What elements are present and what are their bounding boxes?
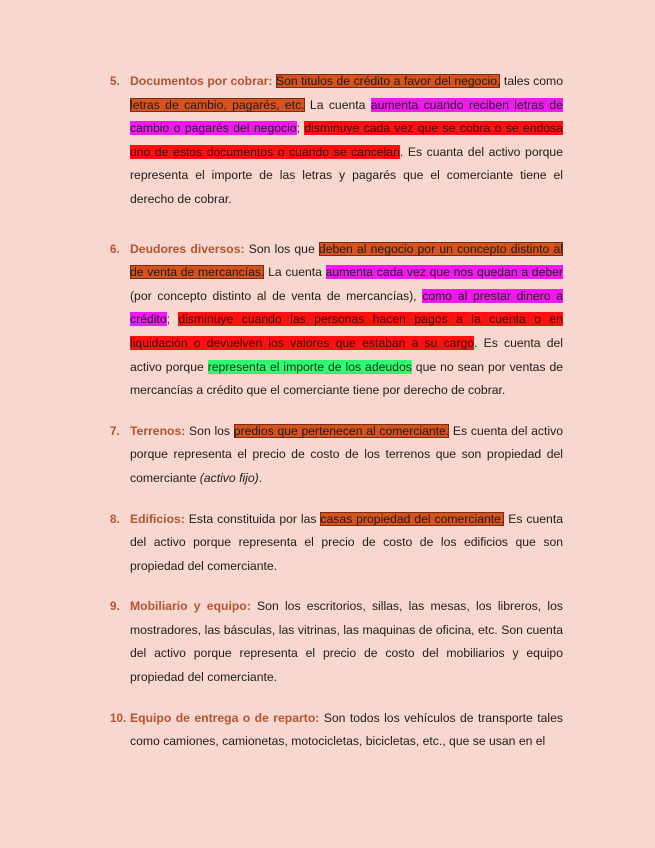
item-number: 6.	[110, 242, 120, 256]
text-segment: Son todos los vehículos de transporte tales como camiones, camionetas, motocicletas, bicicletas, etc., que se usan en el	[130, 710, 563, 749]
item-term: Deudores diversos:	[130, 241, 245, 256]
item-term: Documentos por cobrar:	[130, 74, 273, 88]
highlight-increase: aumenta cada vez que nos quedan a deber	[325, 265, 563, 280]
highlight-decrease: disminuye cuando las personas hacen pagos a la cuenta o en liquidación o devuelven los valores que estaban a su cargo	[130, 312, 563, 350]
item-number: 8.	[110, 512, 120, 526]
text-segment: tales como	[500, 74, 563, 88]
text-segment: Son los escritorios, sillas, las mesas, los libreros, los mostradores, las básculas, las vitrinas, las maquinas de oficina, etc. Son cuenta del activo porque representa el precio de costo del mobiliarios y equipo propiedad del comerciante.	[130, 599, 563, 685]
text-segment: ;	[166, 312, 179, 327]
text-segment: . Es cuenta del activo porque	[130, 335, 563, 374]
text-segment: ;	[296, 121, 305, 136]
text-segment: Son los	[185, 423, 234, 438]
text-segment: Es cuenta del activo porque representa el precio de costo de los terrenos que son propiedad del comerciante	[130, 423, 563, 485]
text-segment: (por concepto distinto al de venta de mercancías),	[130, 288, 423, 303]
item-number: 7.	[110, 424, 120, 438]
text-segment: Es cuenta del activo porque representa el precio de costo de los edificios que son propiedad del comerciante.	[130, 511, 564, 573]
list-item-deudores-diversos	[110, 238, 563, 403]
highlight-definition: Son titulos de crédito a favor del negocio,	[275, 74, 501, 88]
highlight-increase: aumenta cuando reciben letras de cambio o pagarés del negocio	[130, 97, 563, 136]
text-segment: . Es cuanta del activo porque representa el importe de las letras y pagarés que el comerciante tiene el derecho de cobrar.	[130, 144, 563, 206]
text-segment: La cuenta	[264, 265, 326, 280]
list-item-edificios	[110, 508, 563, 579]
highlight-definition: casas propiedad del comerciante.	[320, 511, 505, 526]
list-item-documentos-por-cobrar	[110, 70, 563, 212]
highlight-examples: letras de cambio, pagarés, etc.	[130, 97, 305, 112]
list-item-terrenos	[110, 420, 563, 491]
text-segment: Son los que	[244, 241, 319, 256]
highlight-decrease: disminuye cada vez que se cobra o se endosa uno de estos documentos o cuando se cancelan	[130, 121, 564, 159]
list-item-equipo-de-entrega	[110, 707, 563, 754]
highlight-example: como al prestar dinero a crédito	[130, 288, 563, 327]
item-term: Mobiliario y equipo:	[130, 599, 251, 614]
italic-note: (activo fijo)	[199, 470, 259, 485]
account-list	[110, 70, 563, 754]
text-segment: que no sean por ventas de mercancías a crédito que el comerciante tiene por derecho de cobrar.	[130, 359, 564, 398]
item-number: 9.	[110, 600, 120, 614]
item-term: Equipo de entrega o de reparto:	[130, 710, 320, 725]
highlight-definition: deben al negocio por un concepto distinto al de venta de mercancías.	[130, 241, 563, 280]
highlight-represents: representa el importe de los adeudos	[207, 359, 412, 374]
item-number: 5.	[110, 75, 120, 88]
text-segment: Esta constituida por las	[184, 511, 321, 526]
highlight-definition: predios que pertenecen al comerciante.	[233, 423, 450, 438]
list-item-mobiliario-y-equipo	[110, 595, 563, 689]
text-segment: La cuenta	[304, 97, 371, 112]
item-term: Edificios:	[130, 511, 185, 526]
text-segment: .	[258, 470, 263, 485]
item-number: 10.	[110, 711, 127, 725]
item-term: Terrenos:	[130, 423, 186, 438]
